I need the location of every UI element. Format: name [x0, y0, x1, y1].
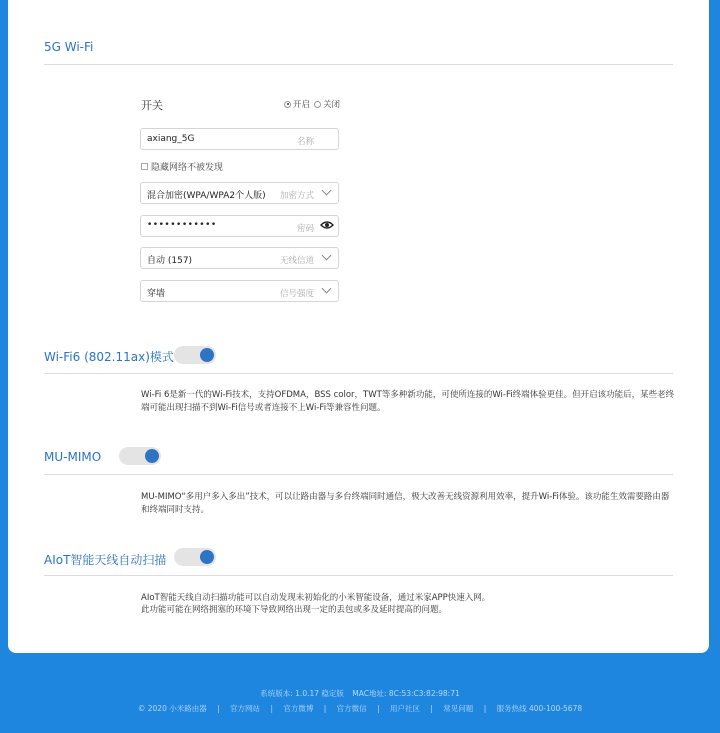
- wifi6-toggle[interactable]: [174, 346, 216, 364]
- divider: [44, 64, 673, 65]
- section-title-5g-wifi: 5G Wi-Fi: [44, 40, 94, 54]
- radio-off-label[interactable]: 关闭: [323, 100, 341, 110]
- aiot-toggle[interactable]: [174, 548, 216, 566]
- footer-hotline: 服务热线 400-100-5678: [496, 704, 583, 713]
- hide-network-label: 隐藏网络不被发现: [151, 163, 224, 173]
- divider: [44, 575, 673, 576]
- hide-network-option[interactable]: [141, 160, 223, 173]
- toggle-knob: [200, 550, 214, 564]
- footer-link-website[interactable]: 官方网站: [230, 704, 261, 713]
- radio-on[interactable]: [284, 101, 291, 108]
- switch-label: 开关: [141, 99, 163, 112]
- section-title-mumimo: MU-MIMO: [44, 450, 102, 464]
- footer-links: © 2020 小米路由器 | 官方网站 | 官方微博 | 官方微信 | 用户社区 | 常见问题 | 服务热线 400-100-5678: [137, 704, 583, 713]
- footer-link-community[interactable]: 用户社区: [389, 704, 420, 713]
- ssid-hint: 名称: [296, 136, 314, 147]
- signal-value: 穿墙: [147, 289, 166, 299]
- footer-link-weibo[interactable]: 官方微博: [283, 704, 314, 713]
- signal-select[interactable]: [140, 280, 339, 302]
- divider: [44, 474, 673, 475]
- eye-icon[interactable]: [320, 218, 334, 232]
- aiot-description-line1: AIoT智能天线自动扫描功能可以自动发现未初始化的小米智能设备，通过米家APP快速入网。: [141, 593, 491, 603]
- encryption-select[interactable]: [140, 182, 339, 204]
- encryption-hint: 加密方式: [279, 190, 314, 201]
- toggle-knob: [145, 449, 159, 463]
- signal-hint: 信号强度: [279, 288, 314, 299]
- channel-hint: 无线信道: [279, 255, 314, 266]
- footer-link-faq[interactable]: 常见问题: [443, 704, 474, 713]
- section-title-aiot: AIoT智能天线自动扫描: [44, 553, 167, 567]
- ssid-field[interactable]: [140, 128, 339, 150]
- aiot-description-line2: 此功能可能在网络拥塞的环境下导致网络出现一定的丢包或多及延时提高的问题。: [141, 605, 448, 615]
- password-hint: 密码: [296, 223, 314, 234]
- chevron-down-icon: [322, 284, 332, 294]
- divider: [44, 373, 673, 374]
- ssid-value: axiang_5G: [147, 134, 195, 144]
- encryption-value: 混合加密(WPA/WPA2个人版): [147, 191, 266, 201]
- password-field[interactable]: [140, 215, 339, 237]
- chevron-down-icon: [322, 186, 332, 196]
- section-title-wifi6: Wi-Fi6 (802.11ax)模式: [44, 350, 174, 364]
- footer-copyright: © 2020 小米路由器: [137, 704, 207, 713]
- footer-link-wechat[interactable]: 官方微信: [336, 704, 367, 713]
- mumimo-description: MU-MIMO“多用户多入多出”技术，可以让路由器与多台终端同时通信，极大改善无线资源利用效率，提升Wi-Fi体验。该功能生效需要路由器和终端同时支持。: [141, 492, 670, 515]
- channel-value: 自动 (157): [147, 256, 193, 266]
- footer-version: 系统版本: 1.0.17 稳定版: [260, 689, 344, 698]
- wifi6-description: Wi-Fi 6是新一代的Wi-Fi技术，支持OFDMA，BSS color，TWT等多种新功能，可使所连接的Wi-Fi终端体验更佳。但开启该功能后，某些老终端可能出现扫描不到Wi-Fi信号或者连接不上Wi-Fi等兼容性问题。: [141, 390, 675, 413]
- password-value: ••••••••••••: [147, 220, 217, 230]
- channel-select[interactable]: [140, 247, 339, 269]
- chevron-down-icon: [322, 251, 332, 261]
- toggle-knob: [200, 348, 214, 362]
- switch-radio-group: [284, 98, 344, 110]
- radio-off[interactable]: [314, 101, 321, 108]
- footer-mac: MAC地址: 8C:53:C3:82:98:71: [352, 689, 460, 698]
- radio-on-label[interactable]: 开启: [293, 100, 311, 110]
- hide-network-checkbox[interactable]: [141, 163, 148, 170]
- footer-system-info: [0, 688, 720, 699]
- mumimo-toggle[interactable]: [119, 447, 161, 465]
